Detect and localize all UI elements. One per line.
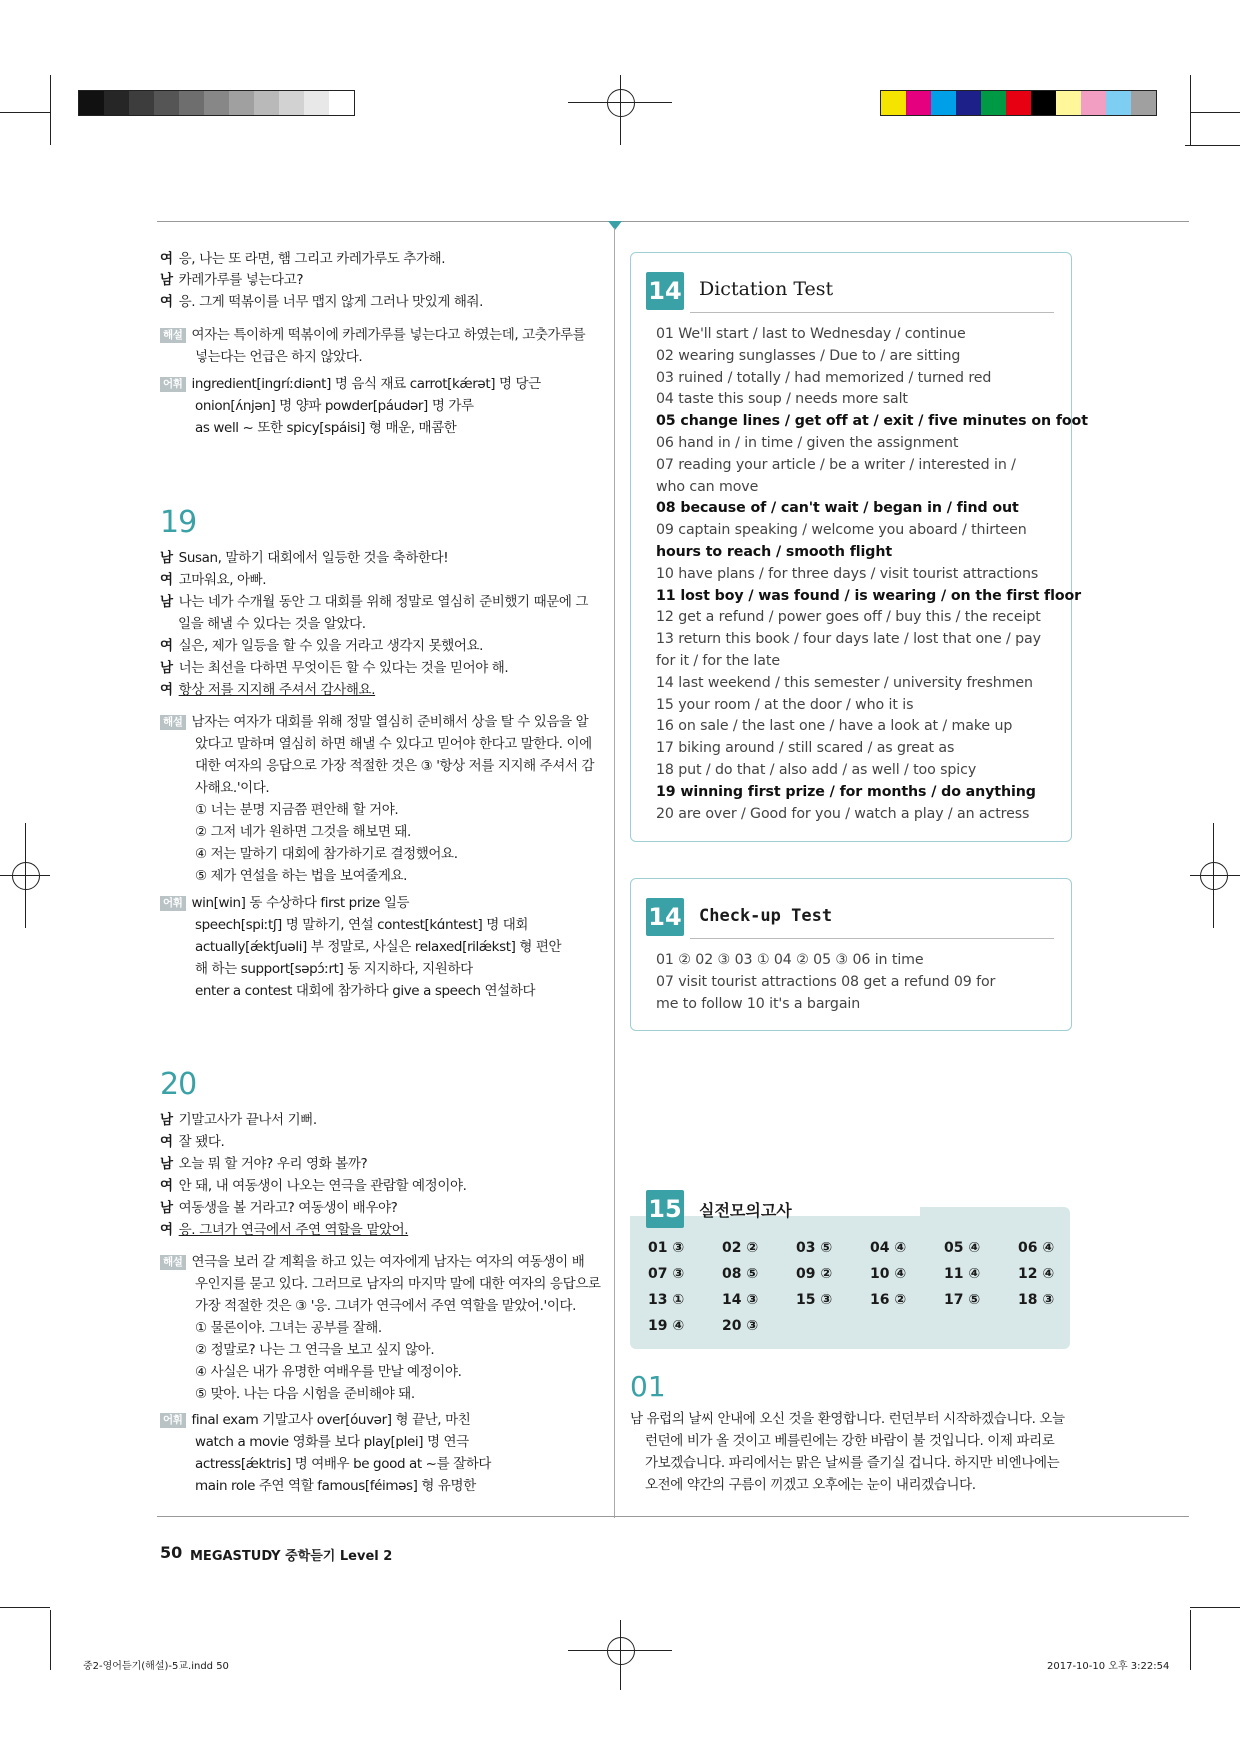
dictation-line: 05 change lines / get off at / exit / five minutes on foot [656,413,1088,430]
date-slug: 2017-10-10 오후 3:22:54 [1047,1661,1170,1672]
mock-answer: 16 ② [870,1292,907,1308]
mock-title: 실전모의고사 [699,1201,792,1220]
q01-line: 런던에 비가 올 것이고 베를린에는 강한 바람이 불 것입니다. 이제 파리로 [645,1433,1055,1449]
color-swatch [931,91,956,115]
mock-answer: 12 ④ [1018,1266,1055,1282]
gray-calibration-bar [78,90,355,116]
color-swatch [956,91,981,115]
explanation-cont: 가장 적절한 것은 ③ '응. 그녀가 연극에서 주연 역할을 맡았어.'이다. [195,1298,577,1314]
dictation-line: 19 winning first prize / for months / do anything [656,783,1036,800]
explanation: 해설 여자는 특이하게 떡볶이에 카레가루를 넣는다고 하였는데, 고춧가루를 [160,325,585,345]
q01-line: 남 유럽의 날씨 안내에 오신 것을 환영합니다. 런던부터 시작하겠습니다. 오늘 [630,1411,1065,1427]
dialogue-line: 여 잘 됐다. [160,1134,225,1150]
column-marker [608,221,622,230]
mock-answer: 08 ⑤ [722,1266,759,1282]
dictation-line: hours to reach / smooth flight [656,544,893,560]
question-number-01: 01 [630,1370,666,1403]
dictation-line: 01 We'll start / last to Wednesday / continue [656,326,966,342]
dialogue-line: 여 고마워요, 아빠. [160,572,267,588]
question-number-19: 19 [160,505,197,540]
dictation-line: 02 wearing sunglasses / Due to / are sitting [656,347,961,364]
dictation-line: 13 return this book / four days late / lost that one / pay [656,631,1041,648]
title-rule [690,938,1054,939]
dictation-line: 18 put / do that / also add / as well / too spicy [656,762,977,778]
mock-answer: 07 ③ [648,1266,685,1282]
explanation-cont: 사해요.'이다. [195,780,270,796]
explanation-cont: 았다고 말하며 열심히 하면 해낼 수 있다고 믿어야 한다고 말한다. 이에 [195,736,592,752]
mock-answer: 04 ④ [870,1240,907,1256]
color-swatch [1031,91,1056,115]
mock-exam-panel [630,1207,1070,1349]
dialogue-line: 남 여동생을 볼 거라고? 여동생이 배우야? [160,1200,398,1216]
q01-line: 오전에 약간의 구름이 끼겠고 오후에는 눈이 내리겠습니다. [645,1477,976,1493]
color-swatch [254,91,279,115]
book-title: MEGASTUDY 중학듣기 Level 2 [190,1549,393,1564]
explanation: 해설 연극을 보러 갈 계획을 하고 있는 여자에게 남자는 여자의 여동생이 배 [160,1252,584,1272]
dialogue-line: 일을 해낼 수 있다는 것을 알았다. [178,616,366,632]
dialogue-line: 여 응. 그게 떡볶이를 너무 맵지 않게 그러나 맛있게 해줘. [160,294,484,310]
mock-answer: 03 ⑤ [796,1240,833,1256]
color-swatch [179,91,204,115]
checkup-title: Check-up Test [699,906,833,926]
vocabulary-cont: actress[ǽktris] 명 여배우 be good at ~를 잘하다 [195,1456,492,1472]
dictation-line: 12 get a refund / power goes off / buy this / the receipt [656,609,1041,626]
dictation-line: 06 hand in / in time / given the assignment [656,435,959,451]
choice-text: ① 너는 분명 지금쯤 편안해 할 거야. [195,802,399,818]
dictation-line: 04 taste this soup / needs more salt [656,391,908,408]
color-swatch [329,91,354,115]
color-swatch [229,91,254,115]
color-swatch [1006,91,1031,115]
color-swatch [1106,91,1131,115]
dialogue-line: 남 카레가루를 넣는다고? [160,272,304,288]
vocabulary-cont: as well ~ 또한 spicy[spáisi] 형 매운, 매콤한 [195,420,457,436]
mock-badge: 15 [646,1190,684,1228]
dialogue-line: 여 항상 저를 지지해 주셔서 감사해요. [160,682,376,698]
mock-answer: 10 ④ [870,1266,907,1282]
vocabulary-cont: watch a movie 영화를 보다 play[plei] 명 연극 [195,1434,469,1450]
vocabulary: 어휘 ingredient[ingríːdiənt] 명 음식 재료 carrot[kǽrət] 명 당근 [160,374,541,394]
checkup-answers: me to follow 10 it's a bargain [656,996,861,1012]
vocabulary-cont: enter a contest 대회에 참가하다 give a speech 연설하다 [195,983,536,999]
dialogue-line: 여 실은, 제가 일등을 할 수 있을 거라고 생각지 못했어요. [160,638,484,654]
color-swatch [129,91,154,115]
dialogue-line: 여 안 돼, 내 여동생이 나오는 연극을 관람할 예정이야. [160,1178,467,1194]
mock-answer: 19 ④ [648,1318,685,1334]
vocabulary: 어휘 win[win] 동 수상하다 first prize 일등 [160,893,409,913]
choice-text: ⑤ 제가 연설을 하는 법을 보여줄게요. [195,868,408,884]
vocabulary: 어휘 final exam 기말고사 over[óuvər] 형 끝난, 마친 [160,1410,470,1430]
choice-text: ① 물론이야. 그녀는 공부를 잘해. [195,1320,382,1336]
dialogue-line: 남 너는 최선을 다하면 무엇이든 할 수 있다는 것을 믿어야 해. [160,660,509,676]
mock-answer: 01 ③ [648,1240,685,1256]
dialogue-line: 남 Susan, 말하기 대회에서 일등한 것을 축하한다! [160,550,449,566]
color-swatch [154,91,179,115]
vocabulary-cont: 해 하는 support[səpɔ́ːrt] 동 지지하다, 지원하다 [195,961,473,977]
dictation-line: 16 on sale / the last one / have a look at / make up [656,718,1013,735]
color-swatch [1131,91,1156,115]
checkup-answers: 01 ② 02 ③ 03 ① 04 ② 05 ③ 06 in time [656,952,924,968]
color-swatch [906,91,931,115]
color-swatch [1056,91,1081,115]
choice-text: ② 정말로? 나는 그 연극을 보고 싶지 않아. [195,1342,435,1358]
color-swatch [204,91,229,115]
dictation-line: 17 biking around / still scared / as great as [656,740,955,757]
explanation: 해설 남자는 여자가 대회를 위해 정말 열심히 준비해서 상을 탈 수 있음을 알 [160,712,588,732]
mock-answer: 20 ③ [722,1318,759,1334]
mock-answer: 17 ⑤ [944,1292,981,1308]
color-swatch [279,91,304,115]
color-swatch [304,91,329,115]
dialogue-line: 여 응, 나는 또 라면, 햄 그리고 카레가루도 추가해. [160,251,446,267]
vocabulary-cont: speech[spiːtʃ] 명 말하기, 연설 contest[kɑ́ntest] 명 대회 [195,917,529,933]
question-number-20: 20 [160,1067,197,1102]
explanation-cont: 우인지를 묻고 있다. 그러므로 남자의 마지막 말에 대한 여자의 응답으로 [195,1276,601,1292]
page-number: 50 [160,1543,183,1562]
dictation-line: 08 because of / can't wait / began in / find out [656,500,1019,517]
vocabulary-cont: main role 주연 역할 famous[féiməs] 형 유명한 [195,1478,476,1494]
dictation-badge: 14 [646,272,684,310]
color-swatch [881,91,906,115]
explanation-cont: 대한 여자의 응답으로 가장 적절한 것은 ③ '항상 저를 지지해 주셔서 감 [195,758,595,774]
dictation-line: 09 captain speaking / welcome you aboard / thirteen [656,522,1027,539]
dictation-line: 20 are over / Good for you / watch a play / an actress [656,805,1030,822]
dictation-title: Dictation Test [699,278,834,300]
choice-text: ④ 저는 말하기 대회에 참가하기로 결정했어요. [195,846,458,862]
mock-answer: 06 ④ [1018,1240,1055,1256]
mock-answer: 05 ④ [944,1240,981,1256]
color-swatch [104,91,129,115]
mock-answer: 09 ② [796,1266,833,1282]
mock-answer: 15 ③ [796,1292,833,1308]
color-swatch [1081,91,1106,115]
choice-text: ④ 사실은 내가 유명한 여배우를 만날 예정이야. [195,1364,462,1380]
color-swatch [981,91,1006,115]
dialogue-line: 남 오늘 뭐 할 거야? 우리 영화 볼까? [160,1156,368,1172]
dictation-line: 10 have plans / for three days / visit tourist attractions [656,565,1039,582]
choice-text: ⑤ 맞아. 나는 다음 시험을 준비해야 돼. [195,1386,415,1402]
dictation-line: 07 reading your article / be a writer / interested in / [656,456,1016,473]
dictation-line: 03 ruined / totally / had memorized / turned red [656,369,992,386]
column-divider [614,228,615,1518]
file-slug: 중2-영어듣기(해설)-5교.indd 50 [83,1661,229,1672]
dictation-line: 15 your room / at the door / who it is [656,696,914,713]
top-rule [157,221,1189,222]
checkup-answers: 07 visit tourist attractions 08 get a refund 09 for [656,974,996,990]
explanation-cont: 넣는다는 언급은 하지 않았다. [195,349,363,365]
dialogue-line: 여 응. 그녀가 연극에서 주연 역할을 맡았어. [160,1222,409,1238]
dictation-line: for it / for the late [656,653,780,669]
checkup-badge: 14 [646,898,684,936]
dialogue-line: 남 기말고사가 끝나서 기뻐. [160,1112,317,1128]
dialogue-line: 남 나는 네가 수개월 동안 그 대회를 위해 정말로 열심히 준비했기 때문에 그 [160,594,589,610]
vocabulary-cont: actually[ǽktʃuəli] 부 정말로, 사실은 relaxed[rilǽkst] 형 편안 [195,939,562,955]
bottom-rule [157,1516,1189,1517]
title-rule [690,312,1054,313]
choice-text: ② 그저 네가 원하면 그것을 해보면 돼. [195,824,411,840]
dictation-line: who can move [656,478,759,495]
mock-answer: 13 ① [648,1292,685,1308]
color-calibration-bar [880,90,1157,116]
dictation-line: 11 lost boy / was found / is wearing / on the first floor [656,587,1082,604]
mock-answer: 14 ③ [722,1292,759,1308]
mock-answer: 18 ③ [1018,1292,1055,1308]
color-swatch [79,91,104,115]
dictation-line: 14 last weekend / this semester / university freshmen [656,674,1033,691]
q01-line: 가보겠습니다. 파리에서는 맑은 날씨를 즐기실 겁니다. 하지만 비엔나에는 [645,1455,1060,1471]
mock-answer: 11 ④ [944,1266,981,1282]
vocabulary-cont: onion[ʌ́njən] 명 양파 powder[páudər] 명 가루 [195,398,474,414]
mock-answer: 02 ② [722,1240,759,1256]
